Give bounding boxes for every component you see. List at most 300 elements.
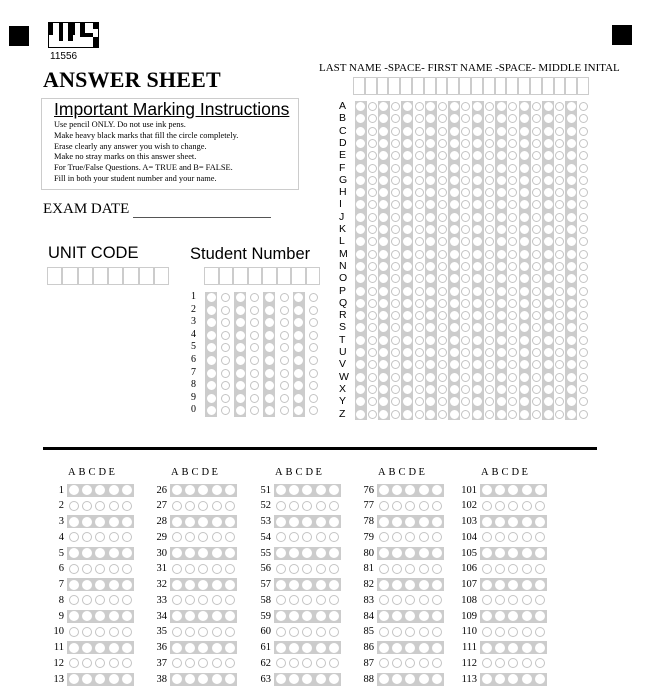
bubble-9[interactable] [294,394,303,403]
bubble-Q[interactable] [415,299,424,308]
bubble-Q[interactable] [403,299,412,308]
bubble-Z[interactable] [508,410,517,419]
answer-bubble-E[interactable] [225,658,235,668]
bubble-A[interactable] [438,102,447,111]
answer-bubble-B[interactable] [392,643,402,653]
bubble-J[interactable] [415,213,424,222]
bubble-L[interactable] [450,237,459,246]
bubble-G[interactable] [544,176,553,185]
bubble-Z[interactable] [485,410,494,419]
bubble-K[interactable] [438,225,447,234]
bubble-J[interactable] [532,213,541,222]
answer-bubble-D[interactable] [316,658,326,668]
bubble-P[interactable] [379,287,388,296]
answer-bubble-B[interactable] [185,532,195,542]
bubble-O[interactable] [368,274,377,283]
bubble-H[interactable] [579,188,588,197]
answer-bubble-A[interactable] [276,517,286,527]
bubble-R[interactable] [415,311,424,320]
bubble-L[interactable] [579,237,588,246]
answer-bubble-C[interactable] [302,517,312,527]
answer-bubble-E[interactable] [535,501,545,511]
bubble-G[interactable] [508,176,517,185]
bubble-4[interactable] [265,331,274,340]
answer-bubble-C[interactable] [405,564,415,574]
bubble-1[interactable] [236,293,245,302]
bubble-M[interactable] [368,250,377,259]
bubble-D[interactable] [497,139,506,148]
bubble-Y[interactable] [403,397,412,406]
bubble-D[interactable] [508,139,517,148]
bubble-U[interactable] [508,348,517,357]
answer-bubble-D[interactable] [212,674,222,684]
answer-bubble-C[interactable] [508,627,518,637]
bubble-Z[interactable] [544,410,553,419]
answer-bubble-C[interactable] [302,501,312,511]
bubble-J[interactable] [356,213,365,222]
bubble-U[interactable] [356,348,365,357]
answer-bubble-E[interactable] [225,674,235,684]
bubble-6[interactable] [221,356,230,365]
bubble-M[interactable] [544,250,553,259]
answer-bubble-A[interactable] [276,580,286,590]
answer-bubble-A[interactable] [172,485,182,495]
answer-bubble-D[interactable] [522,548,532,558]
bubble-Q[interactable] [532,299,541,308]
bubble-Y[interactable] [415,397,424,406]
bubble-Z[interactable] [379,410,388,419]
answer-bubble-C[interactable] [508,595,518,605]
bubble-F[interactable] [461,164,470,173]
bubble-N[interactable] [450,262,459,271]
bubble-7[interactable] [294,369,303,378]
bubble-F[interactable] [473,164,482,173]
name-box[interactable] [436,77,448,95]
answer-bubble-D[interactable] [212,532,222,542]
bubble-R[interactable] [391,311,400,320]
answer-bubble-A[interactable] [482,658,492,668]
bubble-D[interactable] [391,139,400,148]
answer-bubble-D[interactable] [419,611,429,621]
bubble-J[interactable] [544,213,553,222]
bubble-V[interactable] [555,360,564,369]
answer-bubble-B[interactable] [392,501,402,511]
bubble-K[interactable] [461,225,470,234]
answer-bubble-B[interactable] [392,564,402,574]
answer-bubble-D[interactable] [522,611,532,621]
answer-bubble-E[interactable] [329,611,339,621]
bubble-O[interactable] [532,274,541,283]
bubble-Y[interactable] [555,397,564,406]
answer-bubble-A[interactable] [172,580,182,590]
answer-bubble-C[interactable] [95,595,105,605]
bubble-C[interactable] [461,127,470,136]
bubble-K[interactable] [450,225,459,234]
answer-bubble-E[interactable] [329,548,339,558]
unit-code-boxes[interactable] [47,267,169,285]
bubble-X[interactable] [356,385,365,394]
bubble-S[interactable] [461,323,470,332]
answer-bubble-D[interactable] [109,548,119,558]
answer-bubble-A[interactable] [276,532,286,542]
answer-bubble-A[interactable] [276,595,286,605]
bubble-Y[interactable] [579,397,588,406]
answer-bubble-D[interactable] [419,595,429,605]
bubble-W[interactable] [485,373,494,382]
bubble-W[interactable] [391,373,400,382]
answer-bubble-B[interactable] [495,580,505,590]
bubble-T[interactable] [368,336,377,345]
answer-bubble-B[interactable] [392,517,402,527]
answer-bubble-A[interactable] [172,564,182,574]
answer-bubble-A[interactable] [379,658,389,668]
answer-bubble-B[interactable] [82,658,92,668]
bubble-Q[interactable] [497,299,506,308]
sn-box[interactable] [248,267,263,285]
answer-bubble-D[interactable] [212,485,222,495]
unit-box[interactable] [78,267,93,285]
bubble-C[interactable] [544,127,553,136]
bubble-I[interactable] [544,200,553,209]
bubble-P[interactable] [415,287,424,296]
bubble-B[interactable] [555,114,564,123]
bubble-1[interactable] [250,293,259,302]
bubble-T[interactable] [426,336,435,345]
bubble-0[interactable] [280,406,289,415]
bubble-Q[interactable] [450,299,459,308]
bubble-P[interactable] [438,287,447,296]
answer-bubble-D[interactable] [419,643,429,653]
answer-bubble-A[interactable] [69,532,79,542]
answer-bubble-D[interactable] [109,595,119,605]
bubble-S[interactable] [415,323,424,332]
bubble-X[interactable] [450,385,459,394]
answer-bubble-D[interactable] [522,580,532,590]
answer-bubble-A[interactable] [379,485,389,495]
answer-bubble-E[interactable] [432,643,442,653]
bubble-J[interactable] [555,213,564,222]
bubble-J[interactable] [520,213,529,222]
bubble-K[interactable] [508,225,517,234]
bubble-V[interactable] [544,360,553,369]
answer-bubble-A[interactable] [482,485,492,495]
bubble-3[interactable] [309,318,318,327]
name-boxes[interactable] [353,77,589,95]
bubble-M[interactable] [520,250,529,259]
answer-bubble-D[interactable] [522,643,532,653]
answer-bubble-E[interactable] [225,548,235,558]
answer-bubble-A[interactable] [379,532,389,542]
bubble-A[interactable] [403,102,412,111]
bubble-V[interactable] [485,360,494,369]
bubble-M[interactable] [555,250,564,259]
bubble-M[interactable] [485,250,494,259]
answer-bubble-A[interactable] [379,564,389,574]
bubble-C[interactable] [473,127,482,136]
answer-bubble-E[interactable] [535,485,545,495]
answer-bubble-C[interactable] [508,658,518,668]
name-box[interactable] [353,77,365,95]
name-box[interactable] [506,77,518,95]
bubble-B[interactable] [508,114,517,123]
answer-bubble-A[interactable] [482,548,492,558]
answer-bubble-B[interactable] [495,658,505,668]
answer-bubble-D[interactable] [212,627,222,637]
bubble-W[interactable] [544,373,553,382]
bubble-N[interactable] [579,262,588,271]
bubble-E[interactable] [485,151,494,160]
bubble-M[interactable] [415,250,424,259]
bubble-B[interactable] [415,114,424,123]
bubble-P[interactable] [555,287,564,296]
bubble-7[interactable] [280,369,289,378]
bubble-N[interactable] [356,262,365,271]
bubble-T[interactable] [532,336,541,345]
answer-bubble-C[interactable] [302,580,312,590]
bubble-I[interactable] [579,200,588,209]
bubble-Y[interactable] [391,397,400,406]
answer-bubble-C[interactable] [198,627,208,637]
bubble-C[interactable] [391,127,400,136]
bubble-H[interactable] [567,188,576,197]
bubble-Y[interactable] [497,397,506,406]
answer-bubble-A[interactable] [379,674,389,684]
answer-bubble-A[interactable] [172,627,182,637]
answer-bubble-E[interactable] [535,658,545,668]
answer-bubble-B[interactable] [289,501,299,511]
bubble-R[interactable] [368,311,377,320]
bubble-J[interactable] [391,213,400,222]
unit-box[interactable] [47,267,62,285]
answer-bubble-B[interactable] [289,580,299,590]
bubble-H[interactable] [438,188,447,197]
answer-bubble-C[interactable] [198,564,208,574]
answer-bubble-A[interactable] [172,658,182,668]
bubble-I[interactable] [555,200,564,209]
bubble-F[interactable] [356,164,365,173]
bubble-F[interactable] [426,164,435,173]
bubble-2[interactable] [236,306,245,315]
answer-bubble-A[interactable] [172,595,182,605]
bubble-V[interactable] [532,360,541,369]
answer-bubble-B[interactable] [289,517,299,527]
bubble-Y[interactable] [438,397,447,406]
bubble-F[interactable] [391,164,400,173]
answer-bubble-B[interactable] [392,532,402,542]
answer-bubble-B[interactable] [185,627,195,637]
answer-bubble-D[interactable] [522,674,532,684]
bubble-W[interactable] [438,373,447,382]
bubble-C[interactable] [438,127,447,136]
answer-bubble-A[interactable] [482,517,492,527]
bubble-A[interactable] [497,102,506,111]
bubble-X[interactable] [368,385,377,394]
bubble-V[interactable] [508,360,517,369]
bubble-T[interactable] [450,336,459,345]
bubble-K[interactable] [497,225,506,234]
answer-bubble-D[interactable] [212,564,222,574]
name-box[interactable] [388,77,400,95]
bubble-U[interactable] [368,348,377,357]
bubble-M[interactable] [403,250,412,259]
answer-bubble-B[interactable] [82,643,92,653]
bubble-K[interactable] [567,225,576,234]
bubble-S[interactable] [508,323,517,332]
bubble-N[interactable] [438,262,447,271]
bubble-B[interactable] [438,114,447,123]
bubble-D[interactable] [438,139,447,148]
bubble-T[interactable] [508,336,517,345]
answer-bubble-E[interactable] [329,595,339,605]
bubble-J[interactable] [368,213,377,222]
answer-bubble-C[interactable] [95,501,105,511]
answer-bubble-D[interactable] [109,564,119,574]
bubble-9[interactable] [250,394,259,403]
bubble-Z[interactable] [497,410,506,419]
name-box[interactable] [565,77,577,95]
answer-bubble-D[interactable] [109,517,119,527]
answer-bubble-B[interactable] [495,564,505,574]
bubble-T[interactable] [461,336,470,345]
bubble-I[interactable] [368,200,377,209]
answer-bubble-C[interactable] [302,564,312,574]
answer-bubble-D[interactable] [419,674,429,684]
answer-bubble-C[interactable] [508,580,518,590]
bubble-M[interactable] [579,250,588,259]
answer-bubble-D[interactable] [419,532,429,542]
bubble-6[interactable] [309,356,318,365]
bubble-X[interactable] [391,385,400,394]
answer-bubble-E[interactable] [535,564,545,574]
answer-bubble-A[interactable] [69,674,79,684]
bubble-G[interactable] [391,176,400,185]
answer-bubble-D[interactable] [212,548,222,558]
bubble-Q[interactable] [473,299,482,308]
bubble-C[interactable] [415,127,424,136]
bubble-M[interactable] [497,250,506,259]
bubble-O[interactable] [508,274,517,283]
bubble-F[interactable] [520,164,529,173]
bubble-O[interactable] [438,274,447,283]
bubble-H[interactable] [461,188,470,197]
bubble-B[interactable] [579,114,588,123]
bubble-F[interactable] [567,164,576,173]
bubble-7[interactable] [207,369,216,378]
bubble-6[interactable] [280,356,289,365]
bubble-F[interactable] [450,164,459,173]
unit-box[interactable] [62,267,77,285]
answer-bubble-E[interactable] [225,501,235,511]
bubble-A[interactable] [356,102,365,111]
answer-bubble-C[interactable] [95,517,105,527]
bubble-4[interactable] [236,331,245,340]
bubble-L[interactable] [555,237,564,246]
bubble-O[interactable] [544,274,553,283]
bubble-M[interactable] [532,250,541,259]
sn-box[interactable] [291,267,306,285]
answer-bubble-C[interactable] [405,658,415,668]
bubble-F[interactable] [485,164,494,173]
bubble-C[interactable] [485,127,494,136]
bubble-E[interactable] [450,151,459,160]
answer-bubble-D[interactable] [522,595,532,605]
bubble-1[interactable] [265,293,274,302]
answer-bubble-A[interactable] [379,501,389,511]
bubble-V[interactable] [415,360,424,369]
bubble-P[interactable] [356,287,365,296]
answer-bubble-A[interactable] [482,564,492,574]
bubble-9[interactable] [221,394,230,403]
bubble-C[interactable] [520,127,529,136]
bubble-E[interactable] [555,151,564,160]
bubble-Y[interactable] [368,397,377,406]
answer-bubble-C[interactable] [95,643,105,653]
bubble-T[interactable] [473,336,482,345]
answer-bubble-E[interactable] [122,595,132,605]
bubble-Q[interactable] [555,299,564,308]
bubble-G[interactable] [450,176,459,185]
bubble-1[interactable] [280,293,289,302]
bubble-8[interactable] [236,381,245,390]
answer-bubble-D[interactable] [316,501,326,511]
bubble-H[interactable] [415,188,424,197]
name-box[interactable] [483,77,495,95]
bubble-M[interactable] [450,250,459,259]
bubble-T[interactable] [391,336,400,345]
bubble-A[interactable] [485,102,494,111]
bubble-E[interactable] [508,151,517,160]
answer-bubble-E[interactable] [329,517,339,527]
sn-box[interactable] [277,267,292,285]
answer-bubble-D[interactable] [212,501,222,511]
bubble-P[interactable] [473,287,482,296]
answer-bubble-B[interactable] [289,658,299,668]
answer-bubble-E[interactable] [225,580,235,590]
bubble-P[interactable] [391,287,400,296]
bubble-N[interactable] [415,262,424,271]
bubble-9[interactable] [280,394,289,403]
answer-bubble-C[interactable] [95,532,105,542]
answer-bubble-A[interactable] [276,674,286,684]
bubble-L[interactable] [544,237,553,246]
bubble-I[interactable] [415,200,424,209]
bubble-Y[interactable] [485,397,494,406]
bubble-U[interactable] [415,348,424,357]
bubble-U[interactable] [520,348,529,357]
bubble-H[interactable] [391,188,400,197]
answer-bubble-E[interactable] [535,580,545,590]
answer-bubble-E[interactable] [225,643,235,653]
answer-bubble-D[interactable] [522,517,532,527]
bubble-R[interactable] [555,311,564,320]
answer-bubble-E[interactable] [329,643,339,653]
answer-bubble-C[interactable] [405,643,415,653]
bubble-D[interactable] [567,139,576,148]
answer-bubble-E[interactable] [122,611,132,621]
bubble-R[interactable] [485,311,494,320]
bubble-D[interactable] [368,139,377,148]
answer-bubble-B[interactable] [495,627,505,637]
bubble-X[interactable] [508,385,517,394]
unit-box[interactable] [93,267,108,285]
bubble-0[interactable] [221,406,230,415]
bubble-C[interactable] [567,127,576,136]
answer-bubble-A[interactable] [69,611,79,621]
bubble-U[interactable] [497,348,506,357]
answer-bubble-E[interactable] [535,643,545,653]
bubble-O[interactable] [461,274,470,283]
answer-bubble-D[interactable] [522,501,532,511]
